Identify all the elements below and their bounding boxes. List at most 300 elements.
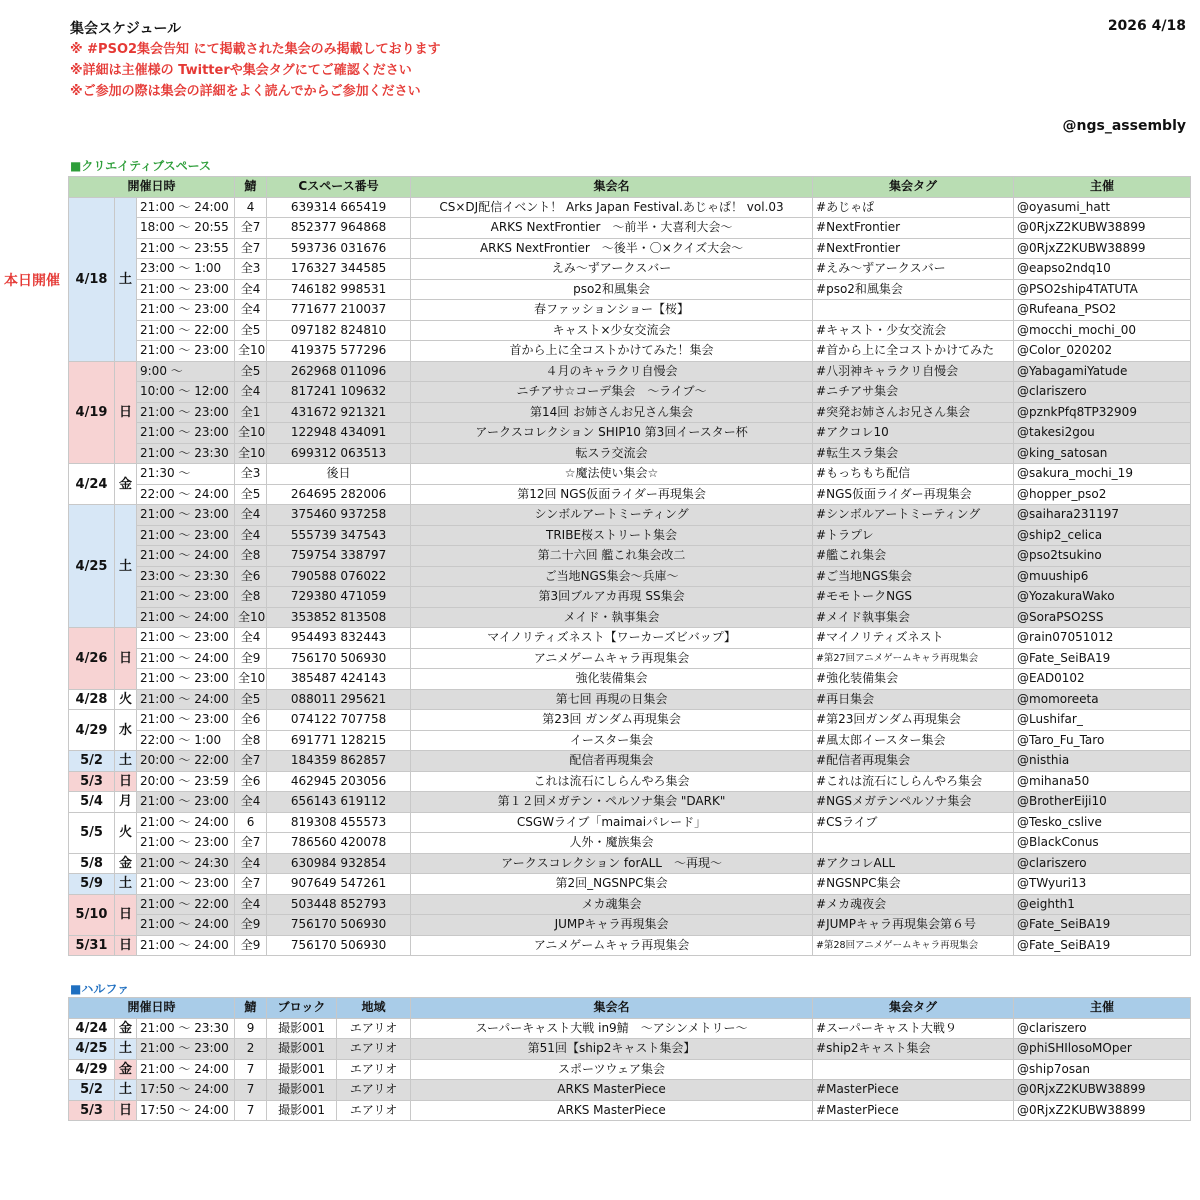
server-cell: 全10 — [235, 669, 267, 690]
server-cell: 全4 — [235, 300, 267, 321]
space-number-cell: 907649 547261 — [267, 874, 411, 895]
time-cell: 23:00 ～ 23:30 — [137, 566, 235, 587]
server-cell: 2 — [235, 1039, 267, 1060]
date-cell: 5/2 — [69, 1080, 115, 1101]
server-cell: 6 — [235, 812, 267, 833]
event-tag-cell: #マイノリティズネスト — [813, 628, 1014, 649]
weekday-cell: 土 — [115, 874, 137, 895]
host-cell: @saihara231197 — [1014, 505, 1191, 526]
host-cell: @phiSHIlosoMOper — [1014, 1039, 1191, 1060]
event-name-cell: 人外・魔族集会 — [411, 833, 813, 854]
weekday-cell: 日 — [115, 628, 137, 690]
event-name-cell: ☆魔法使い集会☆ — [411, 464, 813, 485]
date-cell: 4/29 — [69, 710, 115, 751]
section-label-halpha: ■ハルファ — [70, 982, 130, 996]
event-tag-cell: #再日集会 — [813, 689, 1014, 710]
space-number-cell: 555739 347543 — [267, 525, 411, 546]
space-number-cell: 385487 424143 — [267, 669, 411, 690]
event-tag-cell: #シンボルアートミーティング — [813, 505, 1014, 526]
event-name-cell: アークスコレクション SHIP10 第3回イースター杯 — [411, 423, 813, 444]
host-cell: @sakura_mochi_19 — [1014, 464, 1191, 485]
col-header-event-tag: 集会タグ — [813, 998, 1014, 1019]
space-number-cell: 756170 506930 — [267, 935, 411, 956]
table-row — [69, 279, 1191, 300]
space-number-cell: 431672 921321 — [267, 402, 411, 423]
date-cell: 5/3 — [69, 771, 115, 792]
time-cell: 21:00 ～ 24:00 — [137, 689, 235, 710]
server-cell: 全6 — [235, 710, 267, 731]
time-cell: 21:00 ～ 22:00 — [137, 894, 235, 915]
table-row — [69, 853, 1191, 874]
server-cell: 7 — [235, 1100, 267, 1121]
event-name-cell: 第１２回メガテン・ペルソナ集会 "DARK" — [411, 792, 813, 813]
event-name-cell: 強化装備集会 — [411, 669, 813, 690]
col-header-event-name: 集会名 — [411, 177, 813, 198]
time-cell: 21:30 ～ — [137, 464, 235, 485]
host-cell: @clariszero — [1014, 382, 1191, 403]
server-cell: 全8 — [235, 730, 267, 751]
event-name-cell: ARKS NextFrontier ～前半・大喜利大会～ — [411, 218, 813, 239]
col-header-event-name: 集会名 — [411, 998, 813, 1019]
host-cell: @BrotherEiji10 — [1014, 792, 1191, 813]
event-name-cell: 第14回 お姉さんお兄さん集会 — [411, 402, 813, 423]
host-cell: @mocchi_mochi_00 — [1014, 320, 1191, 341]
area-cell: エアリオ — [337, 1039, 411, 1060]
date-cell: 5/2 — [69, 751, 115, 772]
event-tag-cell: #これは流石にしらんやろ集会 — [813, 771, 1014, 792]
server-cell: 全5 — [235, 484, 267, 505]
space-number-cell: 176327 344585 — [267, 259, 411, 280]
time-cell: 21:00 ～ 23:00 — [137, 341, 235, 362]
event-tag-cell: #スーパーキャスト大戦９ — [813, 1018, 1014, 1039]
page-title: 集会スケジュール — [70, 21, 182, 37]
table-row — [69, 259, 1191, 280]
time-cell: 21:00 ～ 23:00 — [137, 1039, 235, 1060]
time-cell: 21:00 ～ 23:00 — [137, 669, 235, 690]
today-label: 本日開催 — [4, 273, 60, 289]
area-cell: エアリオ — [337, 1100, 411, 1121]
notice-line-3: ※ご参加の際は集会の詳細をよく読んでからご参加ください — [70, 84, 421, 99]
weekday-cell: 火 — [115, 689, 137, 710]
event-tag-cell — [813, 833, 1014, 854]
table-row — [69, 320, 1191, 341]
event-name-cell: TRIBE桜ストリート集会 — [411, 525, 813, 546]
space-number-cell: 593736 031676 — [267, 238, 411, 259]
server-cell: 全4 — [235, 628, 267, 649]
event-name-cell: マイノリティズネスト【ワーカーズビバップ】 — [411, 628, 813, 649]
table-row — [69, 628, 1191, 649]
account-handle: @ngs_assembly — [1062, 118, 1186, 134]
event-name-cell: ニチアサ☆コーデ集会 ～ライブ～ — [411, 382, 813, 403]
table-row — [69, 935, 1191, 956]
col-header-server: 鯖 — [235, 998, 267, 1019]
event-name-cell: ARKS NextFrontier ～後半・〇×クイズ大会～ — [411, 238, 813, 259]
table-row — [69, 341, 1191, 362]
time-cell: 21:00 ～ 23:00 — [137, 525, 235, 546]
event-name-cell: アニメゲームキャラ再現集会 — [411, 935, 813, 956]
space-number-cell: 729380 471059 — [267, 587, 411, 608]
space-number-cell: 746182 998531 — [267, 279, 411, 300]
weekday-cell: 日 — [115, 361, 137, 464]
server-cell: 7 — [235, 1080, 267, 1101]
space-number-cell: 756170 506930 — [267, 915, 411, 936]
time-cell: 21:00 ～ 23:00 — [137, 587, 235, 608]
table-row — [69, 300, 1191, 321]
event-tag-cell: #モモトークNGS — [813, 587, 1014, 608]
server-cell: 全5 — [235, 320, 267, 341]
event-tag-cell: #pso2和風集会 — [813, 279, 1014, 300]
host-cell: @Lushifar_ — [1014, 710, 1191, 731]
schedule-date: 2026 4/18 — [1107, 18, 1186, 34]
date-cell: 4/29 — [69, 1059, 115, 1080]
host-cell: @Tesko_cslive — [1014, 812, 1191, 833]
server-cell: 全9 — [235, 915, 267, 936]
event-tag-cell: #ship2キャスト集会 — [813, 1039, 1014, 1060]
col-header-datetime: 開催日時 — [69, 177, 235, 198]
host-cell: @hopper_pso2 — [1014, 484, 1191, 505]
table-row — [69, 792, 1191, 813]
event-name-cell: 第23回 ガンダム再現集会 — [411, 710, 813, 731]
block-cell: 撮影001 — [267, 1080, 337, 1101]
col-header-server: 鯖 — [235, 177, 267, 198]
space-number-cell: 699312 063513 — [267, 443, 411, 464]
event-tag-cell: #アクコレALL — [813, 853, 1014, 874]
table-row — [69, 1039, 1191, 1060]
weekday-cell: 水 — [115, 710, 137, 751]
event-name-cell: イースター集会 — [411, 730, 813, 751]
host-cell: @pso2tsukino — [1014, 546, 1191, 567]
weekday-cell: 土 — [115, 1080, 137, 1101]
event-name-cell: ARKS MasterPiece — [411, 1100, 813, 1121]
time-cell: 21:00 ～ 23:00 — [137, 628, 235, 649]
time-cell: 10:00 ～ 12:00 — [137, 382, 235, 403]
host-cell: @pznkPfq8TP32909 — [1014, 402, 1191, 423]
time-cell: 21:00 ～ 24:00 — [137, 607, 235, 628]
host-cell: @YozakuraWako — [1014, 587, 1191, 608]
host-cell: @eighth1 — [1014, 894, 1191, 915]
server-cell: 全7 — [235, 218, 267, 239]
event-tag-cell: #メイド執事集会 — [813, 607, 1014, 628]
time-cell: 21:00 ～ 22:00 — [137, 320, 235, 341]
space-number-cell: 852377 964868 — [267, 218, 411, 239]
date-cell: 4/24 — [69, 464, 115, 505]
block-cell: 撮影001 — [267, 1039, 337, 1060]
col-header-datetime: 開催日時 — [69, 998, 235, 1019]
space-number-cell: 817241 109632 — [267, 382, 411, 403]
host-cell: @mihana50 — [1014, 771, 1191, 792]
space-number-cell: 639314 665419 — [267, 197, 411, 218]
server-cell: 全4 — [235, 894, 267, 915]
server-cell: 7 — [235, 1059, 267, 1080]
date-cell: 4/25 — [69, 1039, 115, 1060]
server-cell: 全6 — [235, 771, 267, 792]
date-cell: 5/9 — [69, 874, 115, 895]
table-row — [69, 607, 1191, 628]
event-tag-cell: #トラプレ — [813, 525, 1014, 546]
event-tag-cell: #配信者再現集会 — [813, 751, 1014, 772]
server-cell: 全4 — [235, 382, 267, 403]
weekday-cell: 土 — [115, 197, 137, 361]
server-cell: 全6 — [235, 566, 267, 587]
col-header-host: 主催 — [1014, 998, 1191, 1019]
host-cell: @Color_020202 — [1014, 341, 1191, 362]
event-tag-cell: #ご当地NGS集会 — [813, 566, 1014, 587]
server-cell: 全10 — [235, 443, 267, 464]
event-tag-cell: #NGSメガテンペルソナ集会 — [813, 792, 1014, 813]
table-row — [69, 915, 1191, 936]
time-cell: 23:00 ～ 1:00 — [137, 259, 235, 280]
table-row — [69, 587, 1191, 608]
table-row — [69, 751, 1191, 772]
time-cell: 21:00 ～ 23:00 — [137, 402, 235, 423]
event-tag-cell: #第28回アニメゲームキャラ再現集会 — [813, 935, 1014, 956]
time-cell: 9:00 ～ — [137, 361, 235, 382]
time-cell: 21:00 ～ 23:55 — [137, 238, 235, 259]
time-cell: 21:00 ～ 23:00 — [137, 710, 235, 731]
event-tag-cell: #NGS仮面ライダー再現集会 — [813, 484, 1014, 505]
event-tag-cell: #第27回アニメゲームキャラ再現集会 — [813, 648, 1014, 669]
weekday-cell: 日 — [115, 935, 137, 956]
server-cell: 全7 — [235, 751, 267, 772]
time-cell: 21:00 ～ 24:00 — [137, 935, 235, 956]
space-number-cell: 097182 824810 — [267, 320, 411, 341]
server-cell: 全4 — [235, 853, 267, 874]
table-row — [69, 730, 1191, 751]
event-name-cell: スポーツウェア集会 — [411, 1059, 813, 1080]
col-header-block: ブロック — [267, 998, 337, 1019]
server-cell: 全7 — [235, 833, 267, 854]
date-cell: 5/10 — [69, 894, 115, 935]
date-cell: 5/5 — [69, 812, 115, 853]
weekday-cell: 金 — [115, 464, 137, 505]
event-name-cell: アークスコレクション forALL ～再現～ — [411, 853, 813, 874]
server-cell: 全10 — [235, 607, 267, 628]
event-tag-cell: #NextFrontier — [813, 218, 1014, 239]
time-cell: 21:00 ～ 23:00 — [137, 300, 235, 321]
event-tag-cell — [813, 1059, 1014, 1080]
event-name-cell: メイド・執事集会 — [411, 607, 813, 628]
host-cell: @0RjxZ2KUBW38899 — [1014, 1080, 1191, 1101]
table-header-row — [69, 177, 1191, 198]
host-cell: @muuship6 — [1014, 566, 1191, 587]
time-cell: 21:00 ～ 24:30 — [137, 853, 235, 874]
event-name-cell: これは流石にしらんやろ集会 — [411, 771, 813, 792]
host-cell: @YabagamiYatude — [1014, 361, 1191, 382]
event-name-cell: 第3回ブルアカ再現 SS集会 — [411, 587, 813, 608]
weekday-cell: 土 — [115, 505, 137, 628]
time-cell: 21:00 ～ 24:00 — [137, 1059, 235, 1080]
space-number-cell: 074122 707758 — [267, 710, 411, 731]
event-tag-cell: #JUMPキャラ再現集会第６号 — [813, 915, 1014, 936]
host-cell: @Fate_SeiBA19 — [1014, 915, 1191, 936]
time-cell: 17:50 ～ 24:00 — [137, 1100, 235, 1121]
time-cell: 21:00 ～ 24:00 — [137, 812, 235, 833]
time-cell: 21:00 ～ 24:00 — [137, 546, 235, 567]
event-name-cell: 配信者再現集会 — [411, 751, 813, 772]
table-row — [69, 771, 1191, 792]
time-cell: 21:00 ～ 24:00 — [137, 648, 235, 669]
space-number-cell: 759754 338797 — [267, 546, 411, 567]
time-cell: 21:00 ～ 23:30 — [137, 1018, 235, 1039]
host-cell: @momoreeta — [1014, 689, 1191, 710]
block-cell: 撮影001 — [267, 1059, 337, 1080]
event-name-cell: ARKS MasterPiece — [411, 1080, 813, 1101]
time-cell: 21:00 ～ 24:00 — [137, 915, 235, 936]
table-row — [69, 833, 1191, 854]
server-cell: 全8 — [235, 587, 267, 608]
host-cell: @TWyuri13 — [1014, 874, 1191, 895]
server-cell: 全7 — [235, 874, 267, 895]
space-number-cell: 691771 128215 — [267, 730, 411, 751]
space-number-cell: 954493 832443 — [267, 628, 411, 649]
server-cell: 全4 — [235, 279, 267, 300]
host-cell: @0RjxZ2KUBW38899 — [1014, 238, 1191, 259]
space-number-cell: 353852 813508 — [267, 607, 411, 628]
host-cell: @0RjxZ2KUBW38899 — [1014, 1100, 1191, 1121]
space-number-cell: 786560 420078 — [267, 833, 411, 854]
space-number-cell: 184359 862857 — [267, 751, 411, 772]
area-cell: エアリオ — [337, 1080, 411, 1101]
event-tag-cell: #あじゃぱ — [813, 197, 1014, 218]
event-tag-cell: #MasterPiece — [813, 1100, 1014, 1121]
date-cell: 4/26 — [69, 628, 115, 690]
event-name-cell: ご当地NGS集会～兵庫～ — [411, 566, 813, 587]
space-number-cell: 088011 295621 — [267, 689, 411, 710]
table-row — [69, 1080, 1191, 1101]
block-cell: 撮影001 — [267, 1018, 337, 1039]
event-name-cell: アニメゲームキャラ再現集会 — [411, 648, 813, 669]
notice-line-2: ※詳細は主催様の Twitterや集会タグにてご確認ください — [70, 63, 412, 78]
table-row — [69, 546, 1191, 567]
server-cell: 全9 — [235, 648, 267, 669]
time-cell: 21:00 ～ 23:00 — [137, 423, 235, 444]
time-cell: 21:00 ～ 23:00 — [137, 874, 235, 895]
server-cell: 全3 — [235, 259, 267, 280]
server-cell: 4 — [235, 197, 267, 218]
server-cell: 全7 — [235, 238, 267, 259]
weekday-cell: 日 — [115, 894, 137, 935]
event-name-cell: 第2回_NGSNPC集会 — [411, 874, 813, 895]
halpha-table — [68, 997, 1191, 1121]
host-cell: @Taro_Fu_Taro — [1014, 730, 1191, 751]
space-number-cell: 419375 577296 — [267, 341, 411, 362]
date-cell: 4/19 — [69, 361, 115, 464]
event-tag-cell: #NextFrontier — [813, 238, 1014, 259]
space-number-cell: 122948 434091 — [267, 423, 411, 444]
space-number-cell: 756170 506930 — [267, 648, 411, 669]
col-header-host: 主催 — [1014, 177, 1191, 198]
table-row — [69, 484, 1191, 505]
weekday-cell: 土 — [115, 751, 137, 772]
event-tag-cell: #もっちもち配信 — [813, 464, 1014, 485]
server-cell: 全5 — [235, 689, 267, 710]
time-cell: 21:00 ～ 23:00 — [137, 792, 235, 813]
space-number-cell: 630984 932854 — [267, 853, 411, 874]
event-name-cell: ４月のキャラクリ自慢会 — [411, 361, 813, 382]
event-name-cell: 春ファッションショー【桜】 — [411, 300, 813, 321]
host-cell: @Fate_SeiBA19 — [1014, 935, 1191, 956]
time-cell: 17:50 ～ 24:00 — [137, 1080, 235, 1101]
host-cell: @oyasumi_hatt — [1014, 197, 1191, 218]
weekday-cell: 火 — [115, 812, 137, 853]
date-cell: 5/31 — [69, 935, 115, 956]
table-row — [69, 382, 1191, 403]
space-number-cell: 819308 455573 — [267, 812, 411, 833]
event-name-cell: メカ魂集会 — [411, 894, 813, 915]
server-cell: 全10 — [235, 341, 267, 362]
table-row — [69, 423, 1191, 444]
host-cell: @rain07051012 — [1014, 628, 1191, 649]
event-tag-cell: #首から上に全コストかけてみた — [813, 341, 1014, 362]
host-cell: @PSO2ship4TATUTA — [1014, 279, 1191, 300]
event-tag-cell: #ニチアサ集会 — [813, 382, 1014, 403]
event-tag-cell: #八羽神キャラクリ自慢会 — [813, 361, 1014, 382]
event-name-cell: JUMPキャラ再現集会 — [411, 915, 813, 936]
event-name-cell: 第二十六回 艦これ集会改二 — [411, 546, 813, 567]
event-tag-cell: #CSライブ — [813, 812, 1014, 833]
server-cell: 全1 — [235, 402, 267, 423]
weekday-cell: 金 — [115, 1059, 137, 1080]
event-name-cell: CS×DJ配信イベント！ Arks Japan Festival.あじゃぱ！ vol.03 — [411, 197, 813, 218]
table-row — [69, 669, 1191, 690]
table-row — [69, 1100, 1191, 1121]
event-name-cell: 第51回【ship2キャスト集会】 — [411, 1039, 813, 1060]
host-cell: @Fate_SeiBA19 — [1014, 648, 1191, 669]
event-tag-cell: #第23回ガンダム再現集会 — [813, 710, 1014, 731]
host-cell: @eapso2ndq10 — [1014, 259, 1191, 280]
table-row — [69, 566, 1191, 587]
event-name-cell: 第七回 再現の日集会 — [411, 689, 813, 710]
event-tag-cell: #艦これ集会 — [813, 546, 1014, 567]
space-number-cell: 771677 210037 — [267, 300, 411, 321]
weekday-cell: 日 — [115, 771, 137, 792]
server-cell: 全4 — [235, 792, 267, 813]
server-cell: 全8 — [235, 546, 267, 567]
event-name-cell: 転スラ交流会 — [411, 443, 813, 464]
weekday-cell: 金 — [115, 853, 137, 874]
table-row — [69, 1018, 1191, 1039]
time-cell: 21:00 ～ 24:00 — [137, 197, 235, 218]
table-row — [69, 894, 1191, 915]
space-number-cell: 375460 937258 — [267, 505, 411, 526]
event-tag-cell: #キャスト・少女交流会 — [813, 320, 1014, 341]
space-number-cell: 262968 011096 — [267, 361, 411, 382]
host-cell: @Rufeana_PSO2 — [1014, 300, 1191, 321]
time-cell: 22:00 ～ 1:00 — [137, 730, 235, 751]
table-row — [69, 525, 1191, 546]
date-cell: 5/8 — [69, 853, 115, 874]
space-number-cell: 503448 852793 — [267, 894, 411, 915]
server-cell: 全3 — [235, 464, 267, 485]
table-row — [69, 812, 1191, 833]
space-number-cell: 264695 282006 — [267, 484, 411, 505]
table-row — [69, 648, 1191, 669]
event-tag-cell: #メカ魂夜会 — [813, 894, 1014, 915]
event-tag-cell: #NGSNPC集会 — [813, 874, 1014, 895]
host-cell: @takesi2gou — [1014, 423, 1191, 444]
table-row — [69, 443, 1191, 464]
table-row — [69, 197, 1191, 218]
area-cell: エアリオ — [337, 1018, 411, 1039]
host-cell: @EAD0102 — [1014, 669, 1191, 690]
area-cell: エアリオ — [337, 1059, 411, 1080]
creative-space-table — [68, 176, 1191, 956]
weekday-cell: 金 — [115, 1018, 137, 1039]
table-row — [69, 1059, 1191, 1080]
server-cell: 9 — [235, 1018, 267, 1039]
col-header-area: 地域 — [337, 998, 411, 1019]
server-cell: 全4 — [235, 525, 267, 546]
